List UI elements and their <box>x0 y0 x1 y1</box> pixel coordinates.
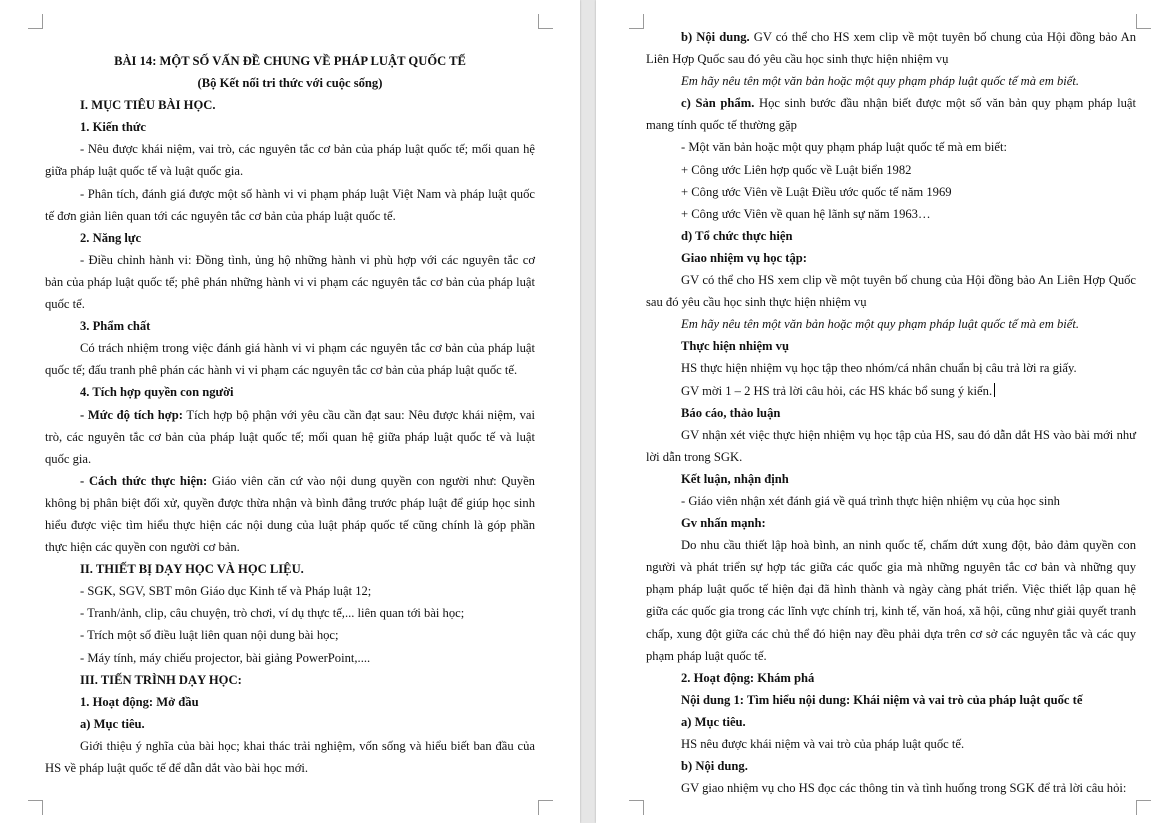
paragraph <box>45 72 535 94</box>
paragraph <box>646 755 1136 777</box>
paragraph-lead: - Mức độ tích hợp: <box>80 407 183 422</box>
paragraph-text: GV có thể cho HS xem clip về một tuyên bố chung của Hội đồng bảo An Liên Hợp Quốc sau đó yêu cầu học sinh thực hiện nhiệm vụ <box>646 273 1136 310</box>
paragraph-text: Gv nhấn mạnh: <box>681 516 766 531</box>
margin-mark-top-left <box>629 14 644 29</box>
paragraph-text: + Công ước Viên về quan hệ lãnh sự năm 1963… <box>681 206 931 221</box>
paragraph-text: a) Mục tiêu. <box>80 716 145 731</box>
paragraph-text: Có trách nhiệm trong việc đánh giá hành vi vi phạm các nguyên tắc cơ bản của pháp luật quốc tế; đấu tranh phê phán các hành vi vi phạm các nguyên tắc cơ bản của pháp luật quốc tế. <box>45 341 535 378</box>
paragraph-text: Em hãy nêu tên một văn bản hoặc một quy phạm pháp luật quốc tế mà em biết. <box>681 74 1080 89</box>
paragraph <box>45 669 535 691</box>
paragraph <box>646 667 1136 689</box>
paragraph-text: 2. Hoạt động: Khám phá <box>681 670 815 685</box>
paragraph-text: Giáo viên căn cứ vào nội dung quyền con người như: Quyền không bị phân biệt đối xử, quyền được thừa nhận và bình đẳng trước pháp luật để giúp học sinh hiểu được việc tìm hiểu thực hiện các nội dung của luật pháp quốc tế cũng chính là góp phần thực hiện các quyền con người cơ bản. <box>45 473 535 555</box>
paragraph <box>45 50 535 72</box>
paragraph <box>45 381 535 403</box>
paragraph <box>646 335 1136 357</box>
paragraph-text: HS thực hiện nhiệm vụ học tập theo nhóm/cá nhân chuẩn bị câu trả lời ra giấy. <box>681 361 1077 376</box>
document-page-right <box>596 0 1176 823</box>
paragraph <box>646 711 1136 733</box>
paragraph-text: + Công ước Viên về Luật Điều ước quốc tế năm 1969 <box>681 184 952 199</box>
paragraph-lead: c) Sản phẩm. <box>681 96 755 111</box>
paragraph-text: Giao nhiệm vụ học tập: <box>681 250 807 265</box>
paragraph-text: - Trích một số điều luật liên quan nội dung bài học; <box>80 628 339 643</box>
paragraph-text: Tích hợp bộ phận với yêu cầu cần đạt sau: Nêu được khái niệm, vai trò, các nguyên tắc cơ bản của pháp luật quốc tế; mối quan hệ giữa pháp luật quốc tế và luật quốc gia. <box>45 407 535 466</box>
paragraph <box>646 733 1136 755</box>
margin-mark-bottom-left <box>28 800 43 815</box>
margin-mark-bottom-left <box>629 800 644 815</box>
paragraph <box>45 138 535 182</box>
paragraph <box>45 735 535 779</box>
paragraph <box>646 512 1136 534</box>
paragraph-text: d) Tổ chức thực hiện <box>681 228 793 243</box>
paragraph-text: Học sinh bước đầu nhận biết được một số văn bản quy phạm pháp luật mang tính quốc tế thường gặp <box>646 96 1136 133</box>
paragraph <box>45 602 535 624</box>
paragraph <box>45 315 535 337</box>
paragraph <box>646 26 1136 70</box>
paragraph <box>646 159 1136 181</box>
paragraph-text: - Máy tính, máy chiếu projector, bài giảng PowerPoint,.... <box>80 650 371 665</box>
text-cursor <box>994 383 995 397</box>
paragraph <box>646 70 1136 92</box>
page-text-body[interactable] <box>45 50 535 779</box>
paragraph <box>45 116 535 138</box>
paragraph-text: I. MỤC TIÊU BÀI HỌC. <box>80 98 216 113</box>
margin-mark-bottom-right <box>1136 800 1151 815</box>
paragraph <box>646 203 1136 225</box>
paragraph <box>45 558 535 580</box>
paragraph-text: (Bộ Kết nối tri thức với cuộc sống) <box>197 76 383 91</box>
paragraph <box>45 624 535 646</box>
paragraph-text: III. TIẾN TRÌNH DẠY HỌC: <box>80 672 242 687</box>
paragraph-text: - Một văn bản hoặc một quy phạm pháp luật quốc tế mà em biết: <box>681 140 1007 155</box>
margin-mark-top-left <box>28 14 43 29</box>
paragraph-text: Thực hiện nhiệm vụ <box>681 339 789 354</box>
paragraph <box>646 468 1136 490</box>
paragraph-text: - Giáo viên nhận xét đánh giá về quá trình thực hiện nhiệm vụ của học sinh <box>681 493 1060 508</box>
paragraph <box>45 404 535 470</box>
paragraph <box>646 92 1136 136</box>
paragraph <box>45 713 535 735</box>
paragraph <box>646 777 1136 799</box>
page-text-body[interactable] <box>646 26 1136 799</box>
paragraph-text: 3. Phẩm chất <box>80 319 151 334</box>
paragraph-text: b) Nội dung. <box>681 759 748 774</box>
paragraph-text: Nội dung 1: Tìm hiểu nội dung: Khái niệm và vai trò của pháp luật quốc tế <box>681 692 1083 707</box>
paragraph-text: a) Mục tiêu. <box>681 714 746 729</box>
paragraph-text: Giới thiệu ý nghĩa của bài học; khai thác trải nghiệm, vốn sống và hiểu biết ban đầu của HS về pháp luật quốc tế để dẫn dắt vào bài học mới. <box>45 738 535 775</box>
paragraph-text: BÀI 14: MỘT SỐ VẤN ĐỀ CHUNG VỀ PHÁP LUẬT QUỐC TẾ <box>114 54 466 68</box>
paragraph <box>45 227 535 249</box>
paragraph-text: GV có thể cho HS xem clip về một tuyên bố chung của Hội đồng bảo An Liên Hợp Quốc sau đó yêu cầu học sinh thực hiện nhiệm vụ <box>646 30 1137 67</box>
paragraph <box>646 490 1136 512</box>
margin-mark-top-right <box>538 14 553 29</box>
paragraph <box>45 691 535 713</box>
paragraph-text: - SGK, SGV, SBT môn Giáo dục Kinh tế và Pháp luật 12; <box>80 584 372 599</box>
paragraph <box>45 337 535 381</box>
document-page-left <box>0 0 580 823</box>
paragraph <box>646 247 1136 269</box>
paragraph <box>45 580 535 602</box>
paragraph <box>646 181 1136 203</box>
paragraph-text: - Điều chỉnh hành vi: Đồng tình, ủng hộ những hành vi phù hợp với các nguyên tắc cơ bản của pháp luật quốc tế; phê phán những hành vi vi phạm các nguyên tắc cơ bản của pháp luật quốc tế. <box>45 252 535 312</box>
paragraph <box>646 689 1136 711</box>
paragraph-text: Em hãy nêu tên một văn bản hoặc một quy phạm pháp luật quốc tế mà em biết. <box>681 317 1080 332</box>
paragraph <box>646 424 1136 468</box>
paragraph-text: HS nêu được khái niệm và vai trò của pháp luật quốc tế. <box>681 737 965 751</box>
paragraph-text: - Nêu được khái niệm, vai trò, các nguyên tắc cơ bản của pháp luật quốc tế; mối quan hệ giữa pháp luật quốc tế và luật quốc gia. <box>45 142 535 179</box>
paragraph-text: GV mời 1 – 2 HS trả lời câu hỏi, các HS khác bổ sung ý kiến. <box>681 383 993 398</box>
paragraph-text: + Công ước Liên hợp quốc về Luật biển 1982 <box>681 162 912 177</box>
paragraph <box>646 357 1136 379</box>
paragraph-text: Do nhu cầu thiết lập hoà bình, an ninh quốc tế, chấm dứt xung đột, bảo đảm quyền con người và phát triển sự hợp tác giữa các quốc gia mà những nguyên tắc cơ bản và những quy phạm pháp luật quốc tế hiện đại đã hình thành và ngày càng phát triển. Việc thiết lập quan hệ giữa các quốc gia trong các lĩnh vực chính trị, kinh tế, văn hoá, xã hội, cũng như giải quyết tranh chấp, xung đột giữa các chủ thể đó hiện nay đều phải dựa trên cơ sở các nguyên tắc và các quy phạm pháp luật quốc tế. <box>646 538 1136 663</box>
paragraph <box>646 313 1136 335</box>
paragraph-text: - Tranh/ảnh, clip, câu chuyện, trò chơi, ví dụ thực tế,... liên quan tới bài học; <box>80 606 465 621</box>
paragraph-text: - Phân tích, đánh giá được một số hành vi vi phạm pháp luật Việt Nam và pháp luật quốc tế đơn giản liên quan tới các nguyên tắc cơ bản của pháp luật quốc tế. <box>45 186 535 223</box>
paragraph <box>45 94 535 116</box>
paragraph-text: Báo cáo, thảo luận <box>681 405 781 420</box>
paragraph <box>646 402 1136 424</box>
paragraph-text: 1. Kiến thức <box>80 120 146 135</box>
paragraph <box>646 534 1136 667</box>
paragraph <box>45 647 535 669</box>
paragraph-text: GV giao nhiệm vụ cho HS đọc các thông tin và tình huống trong SGK để trả lời câu hỏi: <box>681 781 1127 796</box>
paragraph-text: II. THIẾT BỊ DẠY HỌC VÀ HỌC LIỆU. <box>80 562 304 577</box>
paragraph <box>45 183 535 227</box>
paragraph-lead: b) Nội dung. <box>681 30 750 44</box>
paragraph-text: GV nhận xét việc thực hiện nhiệm vụ học tập của HS, sau đó dẫn dắt HS vào bài mới như lời dẫn trong SGK. <box>646 427 1136 464</box>
paragraph <box>646 225 1136 247</box>
paragraph <box>45 470 535 558</box>
margin-mark-top-right <box>1136 14 1151 29</box>
paragraph-text: 4. Tích hợp quyền con người <box>80 385 234 400</box>
paragraph-lead: - Cách thức thực hiện: <box>80 473 208 488</box>
paragraph-text: 1. Hoạt động: Mở đầu <box>80 694 199 709</box>
paragraph <box>646 136 1136 158</box>
paragraph <box>646 269 1136 313</box>
paragraph <box>45 249 535 315</box>
paragraph-text: 2. Năng lực <box>80 230 142 245</box>
margin-mark-bottom-right <box>538 800 553 815</box>
paragraph <box>646 380 1136 402</box>
paragraph-text: Kết luận, nhận định <box>681 471 789 486</box>
